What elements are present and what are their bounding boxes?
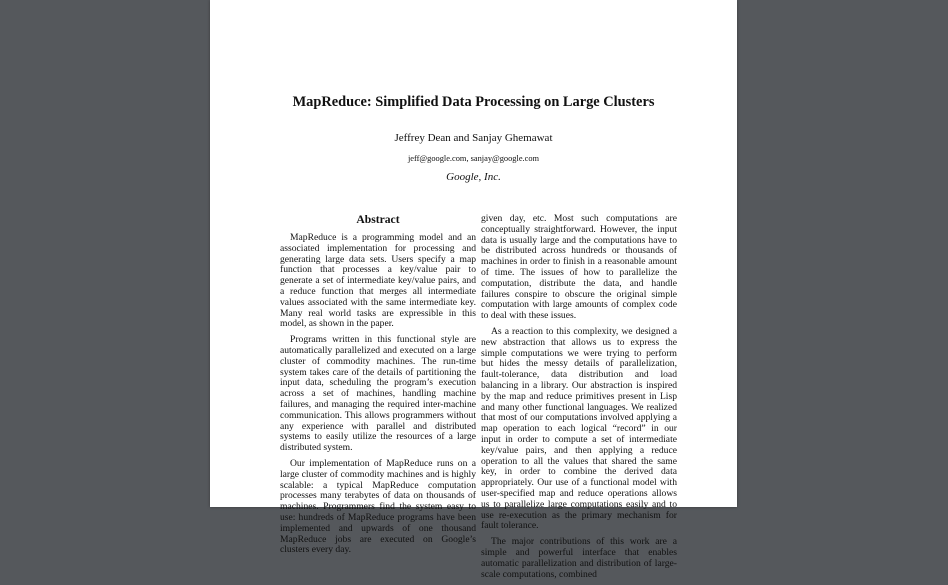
author-emails: jeff@google.com, sanjay@google.com xyxy=(407,154,540,163)
abstract-paragraph-3: Our implementation of MapReduce runs on a large cluster of commodity machines and is highly scalable: a typical MapReduce computation processes many terabytes of data on thousands of machines. Programmers find the system easy to use: hundreds of MapReduce programs have been implemented and upwards of one thousand MapReduce jobs are executed on Google’s clusters every day. xyxy=(280,457,476,556)
pdf-page xyxy=(210,0,737,580)
right-column xyxy=(481,214,677,585)
abstract-paragraph-2: Programs written in this functional style are automatically parallelized and executed on a large cluster of commodity machines. The run-time system takes care of the details of partitioning the input data, scheduling the program’s execution across a set of machines, handling machine failures, and managing the required inter-machine communication. This allows programmers without any experience with parallel and distributed systems to easily utilize the resources of a large distributed system. xyxy=(280,334,476,454)
body-paragraph-2: As a reaction to this complexity, we designed a new abstraction that allows us to express the simple computations we were trying to perform but hides the messy details of parallelization, fault-tolerance, data distribution and load balancing in a library. Our abstraction is inspired by the map and reduce primitives present in Lisp and many other functional languages. We realized that most of our computations involved applying a map operation to each logical “record” in our input in order to compute a set of intermediate key/value pairs, and then applying a reduce operation to all the values that shared the same key, in order to combine the derived data appropriately. Our use of a functional model with user-specified map and reduce operations allows us to parallelize large computations easily and to use re-execution as the primary mechanism for fault tolerance. xyxy=(481,325,677,532)
author-affiliation: Google, Inc. xyxy=(446,171,501,183)
paper-title: MapReduce: Simplified Data Processing on Large Clusters xyxy=(292,94,655,110)
abstract-paragraph-1: MapReduce is a programming model and an associated implementation for processing and generating large data sets. Users specify a map function that processes a key/value pair to generate a set of intermediate key/value pairs, and a reduce function that merges all intermediate values associated with the same intermediate key. Many real world tasks are expressible in this model, as shown in the paper. xyxy=(280,232,476,330)
left-column xyxy=(280,214,476,561)
paper-authors: Jeffrey Dean and Sanjay Ghemawat xyxy=(394,132,553,144)
abstract-heading: Abstract xyxy=(356,213,400,226)
body-paragraph-1: given day, etc. Most such computations are conceptually straightforward. However, the input data is usually large and the computations have to be distributed across hundreds or thousands of machines in order to finish in a reasonable amount of time. The issues of how to parallelize the computation, distribute the data, and handle failures conspire to obscure the original simple computation with large amounts of complex code to deal with these issues. xyxy=(481,213,677,322)
body-paragraph-3: The major contributions of this work are a simple and powerful interface that enables automatic parallelization and distribution of large-scale computations, combined xyxy=(481,536,677,580)
